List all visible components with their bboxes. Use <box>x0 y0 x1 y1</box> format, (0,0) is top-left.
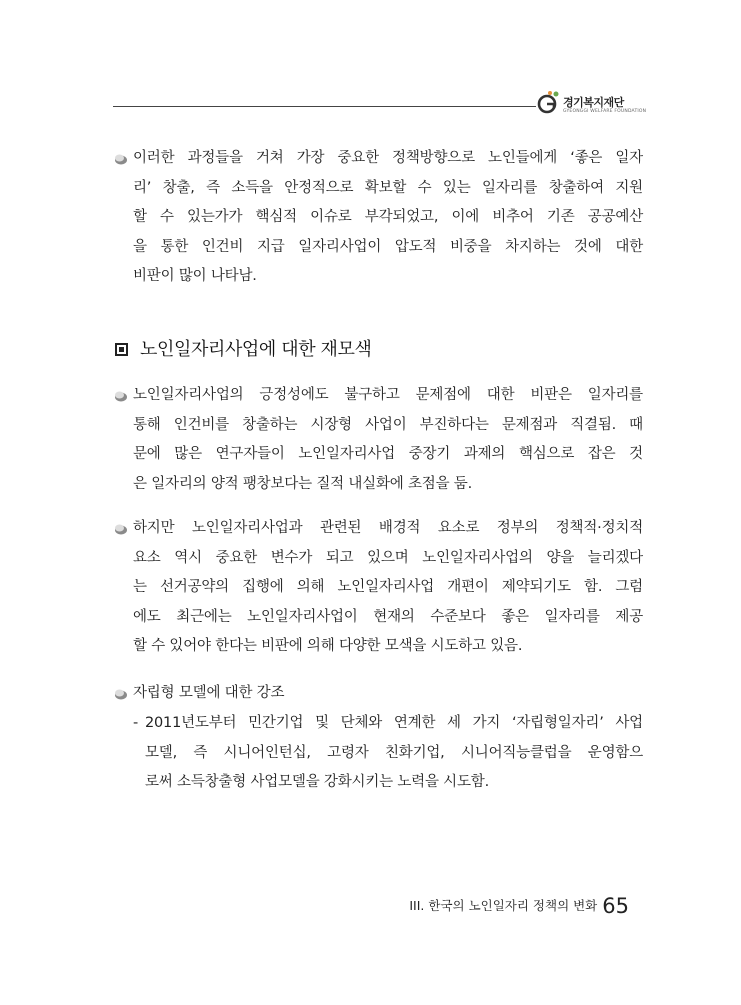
text-line: 는 선거공약의 집행에 의해 노인일자리사업 개편이 제약되기도 함. 그럼 <box>133 579 643 595</box>
square-bullet-icon <box>115 343 128 356</box>
text-line: 할 수 있는가가 핵심적 이슈로 부각되었고, 이에 비추어 기존 공공예산 <box>133 209 643 225</box>
text-line: 노인일자리사업의 긍정성에도 불구하고 문제점에 대한 비판은 일자리를 <box>133 387 643 403</box>
text-line: 할 수 있어야 한다는 비판에 의해 다양한 모색을 시도하고 있음. <box>133 638 523 654</box>
bullet-icon <box>113 522 128 535</box>
paragraph-3 <box>113 518 643 666</box>
foundation-logo-icon <box>536 90 560 114</box>
text-line: 에도 최근에는 노인일자리사업이 현재의 수준보다 좋은 일자리를 제공 <box>133 608 643 625</box>
paragraph-2 <box>113 385 643 503</box>
text-line: 2011년도부터 민간기업 및 단체와 연계한 세 가지 ‘자립형일자리’ 사업 <box>145 715 643 731</box>
sub-paragraph <box>133 713 643 802</box>
text-line: 리’ 창출, 즉 소득을 안정적으로 확보할 수 있는 일자리를 창출하여 지원 <box>133 179 643 196</box>
paragraph-4 <box>113 683 643 713</box>
text-line: 통해 인건비를 창출하는 시장형 사업이 부진하다는 문제점과 직결됨. 때 <box>133 416 643 433</box>
header-rule <box>113 106 536 107</box>
page-number: 65 <box>602 894 629 918</box>
logo-subtext: GYEONGGI WELFARE FOUNDATION <box>563 109 647 114</box>
logo-text: 경기복지재단 <box>563 96 624 109</box>
text-line: 문에 많은 연구자들이 노인일자리사업 중장기 과제의 핵심으로 잡은 것 <box>133 446 643 462</box>
bullet-icon <box>113 152 128 165</box>
text-line: 하지만 노인일자리사업과 관련된 배경적 요소로 정부의 정책적·정치적 <box>133 520 643 536</box>
paragraph-1 <box>113 148 643 296</box>
text-line: 로써 소득창출형 사업모델을 강화시키는 노력을 시도함. <box>145 774 490 790</box>
dash-marker: - <box>133 715 139 731</box>
chapter-title: III. 한국의 노인일자리 정책의 변화 <box>409 898 598 913</box>
text-line: 이러한 과정들을 거쳐 가장 중요한 정책방향으로 노인들에게 ‘좋은 일자 <box>133 150 643 166</box>
page-footer <box>409 894 629 918</box>
text-line: 요소 역시 중요한 변수가 되고 있으며 노인일자리사업의 양을 늘리겠다 <box>133 549 643 566</box>
text-line: 자립형 모델에 대한 강조 <box>133 685 285 701</box>
text-line: 을 통한 인건비 지급 일자리사업이 압도적 비중을 차지하는 것에 대한 <box>133 238 643 255</box>
text-line: 비판이 많이 나타남. <box>133 268 257 284</box>
bullet-icon <box>113 687 128 700</box>
text-line: 은 일자리의 양적 팽창보다는 질적 내실화에 초점을 둠. <box>133 475 473 492</box>
bullet-icon <box>113 389 128 402</box>
foundation-logo <box>536 90 646 120</box>
section-heading-text: 노인일자리사업에 대한 재모색 <box>140 339 372 360</box>
text-line: 모델, 즉 시니어인턴십, 고령자 친화기업, 시니어직능클럽을 운영함으 <box>145 744 643 761</box>
